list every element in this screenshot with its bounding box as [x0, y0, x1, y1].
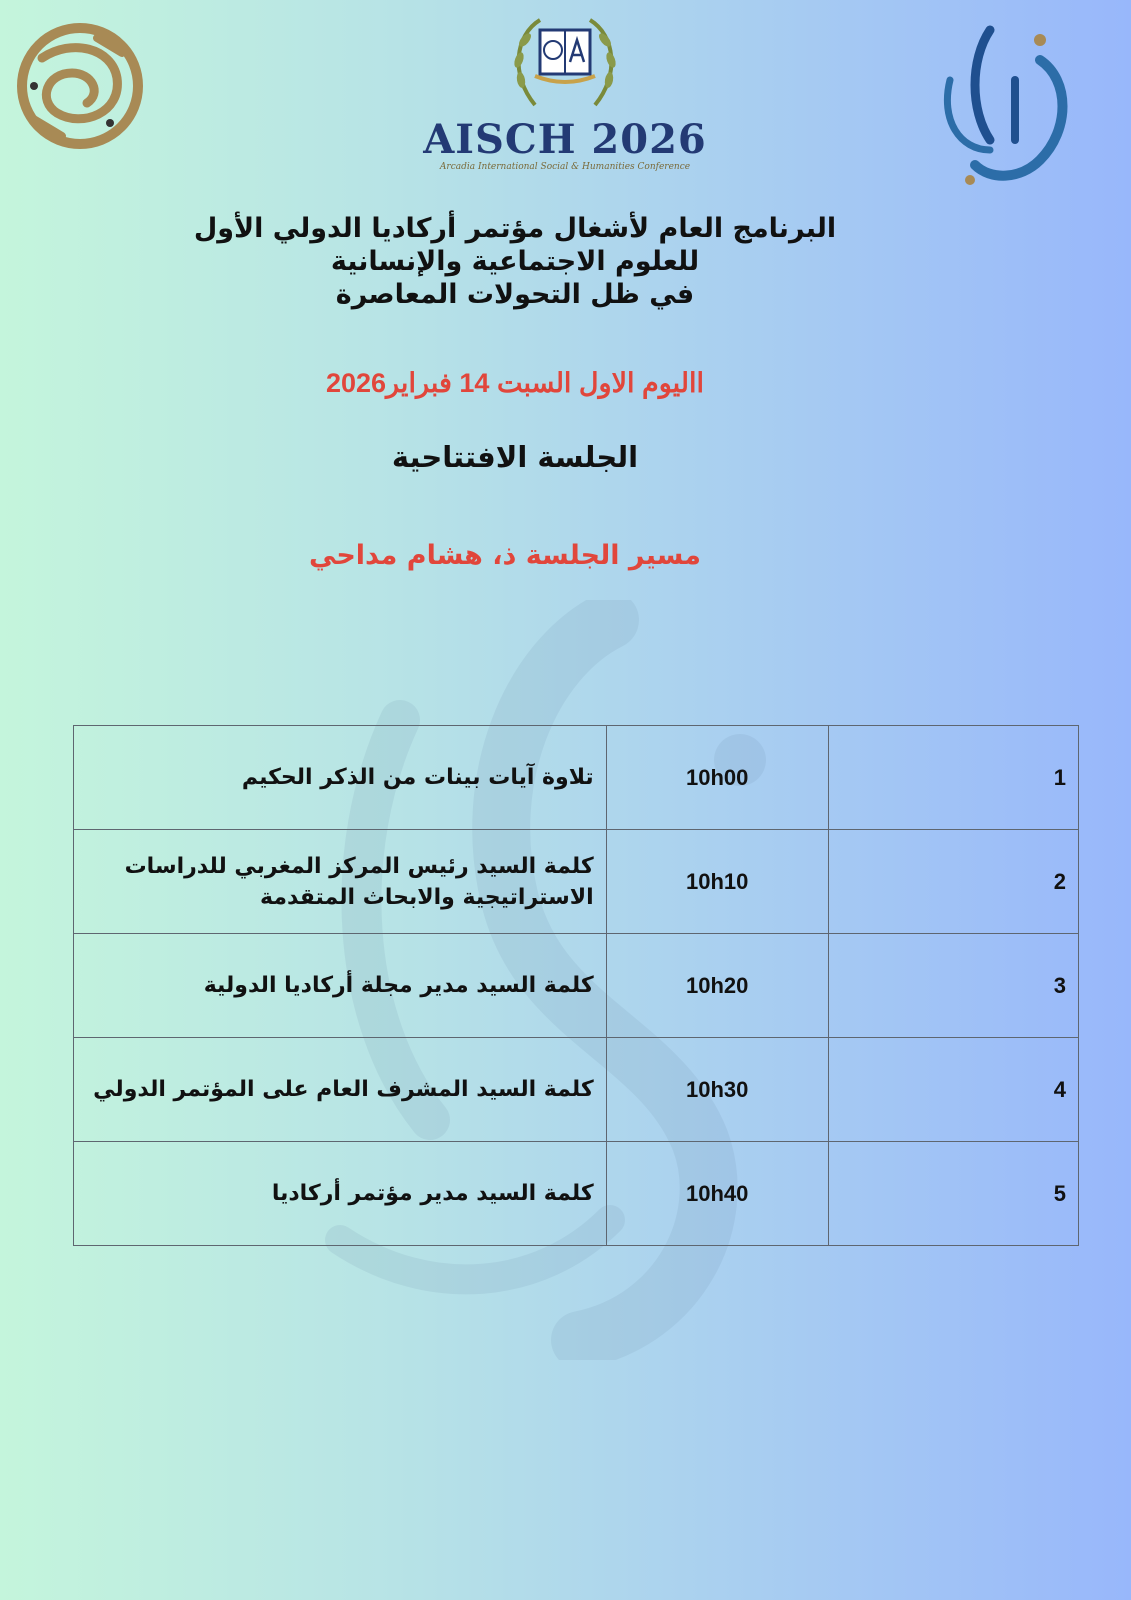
table-row [74, 830, 1079, 934]
time-cell: 10h00 [606, 726, 828, 830]
schedule-table [73, 725, 1079, 1246]
number-cell: 2 [828, 830, 1078, 934]
table-row [74, 1038, 1079, 1142]
right-calligraphy-logo [930, 20, 1090, 200]
time-cell: 10h40 [606, 1142, 828, 1246]
table-row [74, 934, 1079, 1038]
number-cell: 4 [828, 1038, 1078, 1142]
conference-name: AISCH 2026 [423, 116, 707, 163]
time-cell: 10h10 [606, 830, 828, 934]
number-cell: 3 [828, 934, 1078, 1038]
left-calligraphy-logo [12, 18, 147, 153]
day-date: االيوم الاول السبت 14 فبراير2026 [325, 368, 705, 398]
table-row [74, 1142, 1079, 1246]
time-cell: 10h20 [606, 934, 828, 1038]
item-cell: كلمة السيد مدير مؤتمر أركاديا [74, 1142, 607, 1246]
item-cell: تلاوة آيات بينات من الذكر الحكيم [74, 726, 607, 830]
title-line-1: البرنامج العام لأشغال مؤتمر أركاديا الدولي الأول [193, 213, 837, 244]
item-cell: كلمة السيد رئيس المركز المغربي للدراسات الاستراتيجية والابحاث المتقدمة [74, 830, 607, 934]
item-cell: كلمة السيد المشرف العام على المؤتمر الدولي [74, 1038, 607, 1142]
session-title: الجلسة الافتتاحية [391, 440, 639, 474]
program-title [150, 212, 880, 311]
number-cell: 1 [828, 726, 1078, 830]
title-line-2: للعلوم الاجتماعية والإنسانية [330, 246, 700, 277]
conference-subtitle: Arcadia International Social & Humanities Conference [439, 162, 691, 172]
title-line-3: في ظل التحولات المعاصرة [335, 279, 695, 310]
aisch-logo [420, 10, 710, 180]
table-row [74, 726, 1079, 830]
time-cell: 10h30 [606, 1038, 828, 1142]
number-cell: 5 [828, 1142, 1078, 1246]
laurel-book-emblem [495, 10, 635, 122]
session-chair: مسير الجلسة ذ، هشام مداحي [309, 540, 701, 571]
item-cell: كلمة السيد مدير مجلة أركاديا الدولية [74, 934, 607, 1038]
